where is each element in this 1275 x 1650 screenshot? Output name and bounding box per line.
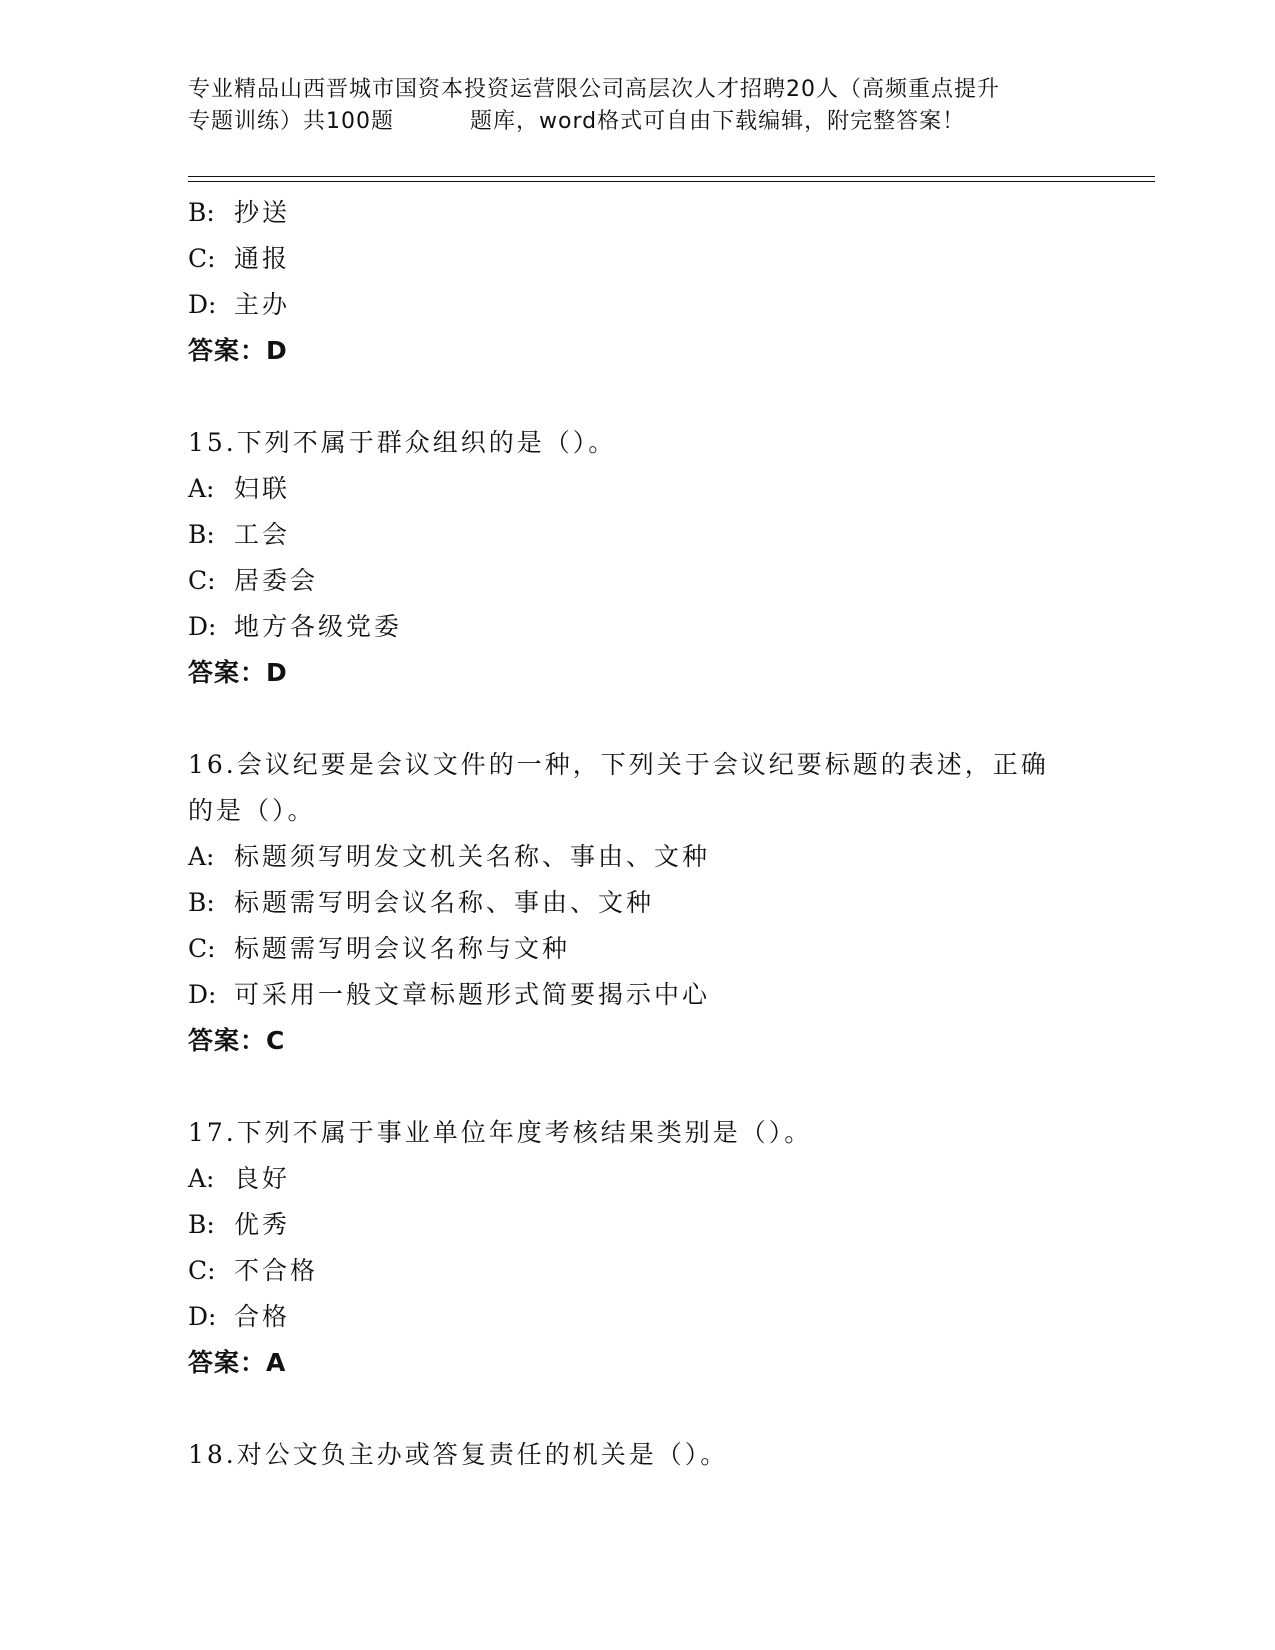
option-text: 不合格 <box>234 1256 319 1285</box>
option-d <box>188 1294 1088 1340</box>
option-text: 居委会 <box>234 566 319 595</box>
option-letter: D: <box>188 612 217 641</box>
option-text: 主办 <box>234 290 291 319</box>
answer-line: 答案：D <box>188 336 288 365</box>
question-list <box>188 190 1088 1478</box>
question-17 <box>188 1110 1088 1386</box>
option-text: 标题须写明发文机关名称、事由、文种 <box>234 842 711 871</box>
option-c <box>188 926 1088 972</box>
question-stem-line-2: 的是（）。 <box>188 796 316 825</box>
header-line-2-part-2: 题库，word格式可自由下载编辑，附完整答案！ <box>470 109 966 134</box>
option-text: 抄送 <box>234 198 291 227</box>
header-rule-top <box>188 176 1155 177</box>
option-letter: C: <box>188 934 216 963</box>
option-letter: A: <box>188 474 215 503</box>
question-18 <box>188 1432 1088 1478</box>
question-stem-line-1: 16.会议纪要是会议文件的一种，下列关于会议纪要标题的表述，正确 <box>188 750 1049 779</box>
option-text: 地方各级党委 <box>234 612 403 641</box>
option-c <box>188 1248 1088 1294</box>
question-stem: 15.下列不属于群众组织的是（）。 <box>188 428 617 457</box>
option-text: 优秀 <box>234 1210 291 1239</box>
option-text: 合格 <box>234 1302 291 1331</box>
option-text: 通报 <box>234 244 291 273</box>
option-b <box>188 1202 1088 1248</box>
question-stem: 18.对公文负主办或答复责任的机关是（）。 <box>188 1440 729 1469</box>
question-15 <box>188 420 1088 696</box>
header-line-2-part-1: 专题训练）共100题 <box>188 109 394 134</box>
option-a <box>188 466 1088 512</box>
option-d <box>188 972 1088 1018</box>
option-letter: D: <box>188 290 217 319</box>
option-text: 可采用一般文章标题形式简要揭示中心 <box>234 980 711 1009</box>
option-text: 工会 <box>234 520 291 549</box>
answer-line: 答案：C <box>188 1026 286 1055</box>
option-text: 良好 <box>234 1164 291 1193</box>
option-b <box>188 880 1088 926</box>
option-letter: C: <box>188 1256 216 1285</box>
option-letter: A: <box>188 1164 215 1193</box>
option-b <box>188 190 1088 236</box>
option-a <box>188 834 1088 880</box>
option-d <box>188 282 1088 328</box>
option-b <box>188 512 1088 558</box>
option-letter: C: <box>188 244 216 273</box>
answer-line: 答案：A <box>188 1348 287 1377</box>
option-text: 妇联 <box>234 474 291 503</box>
option-c <box>188 558 1088 604</box>
option-text: 标题需写明会议名称与文种 <box>234 934 571 963</box>
option-c <box>188 236 1088 282</box>
header-line-2 <box>188 106 1088 138</box>
option-letter: B: <box>188 1210 215 1239</box>
page-header <box>188 74 1088 138</box>
question-16 <box>188 742 1088 1064</box>
option-letter: D: <box>188 1302 217 1331</box>
option-letter: D: <box>188 980 217 1009</box>
previous-question-tail <box>188 190 1088 374</box>
header-line-1: 专业精品山西晋城市国资本投资运营限公司高层次人才招聘20人（高频重点提升 <box>188 77 1000 102</box>
option-a <box>188 1156 1088 1202</box>
header-rule-bottom <box>188 181 1155 182</box>
option-d <box>188 604 1088 650</box>
option-letter: B: <box>188 520 215 549</box>
option-letter: B: <box>188 888 215 917</box>
option-letter: A: <box>188 842 215 871</box>
option-letter: B: <box>188 198 215 227</box>
question-stem: 17.下列不属于事业单位年度考核结果类别是（）。 <box>188 1118 813 1147</box>
answer-line: 答案：D <box>188 658 288 687</box>
option-text: 标题需写明会议名称、事由、文种 <box>234 888 655 917</box>
option-letter: C: <box>188 566 216 595</box>
